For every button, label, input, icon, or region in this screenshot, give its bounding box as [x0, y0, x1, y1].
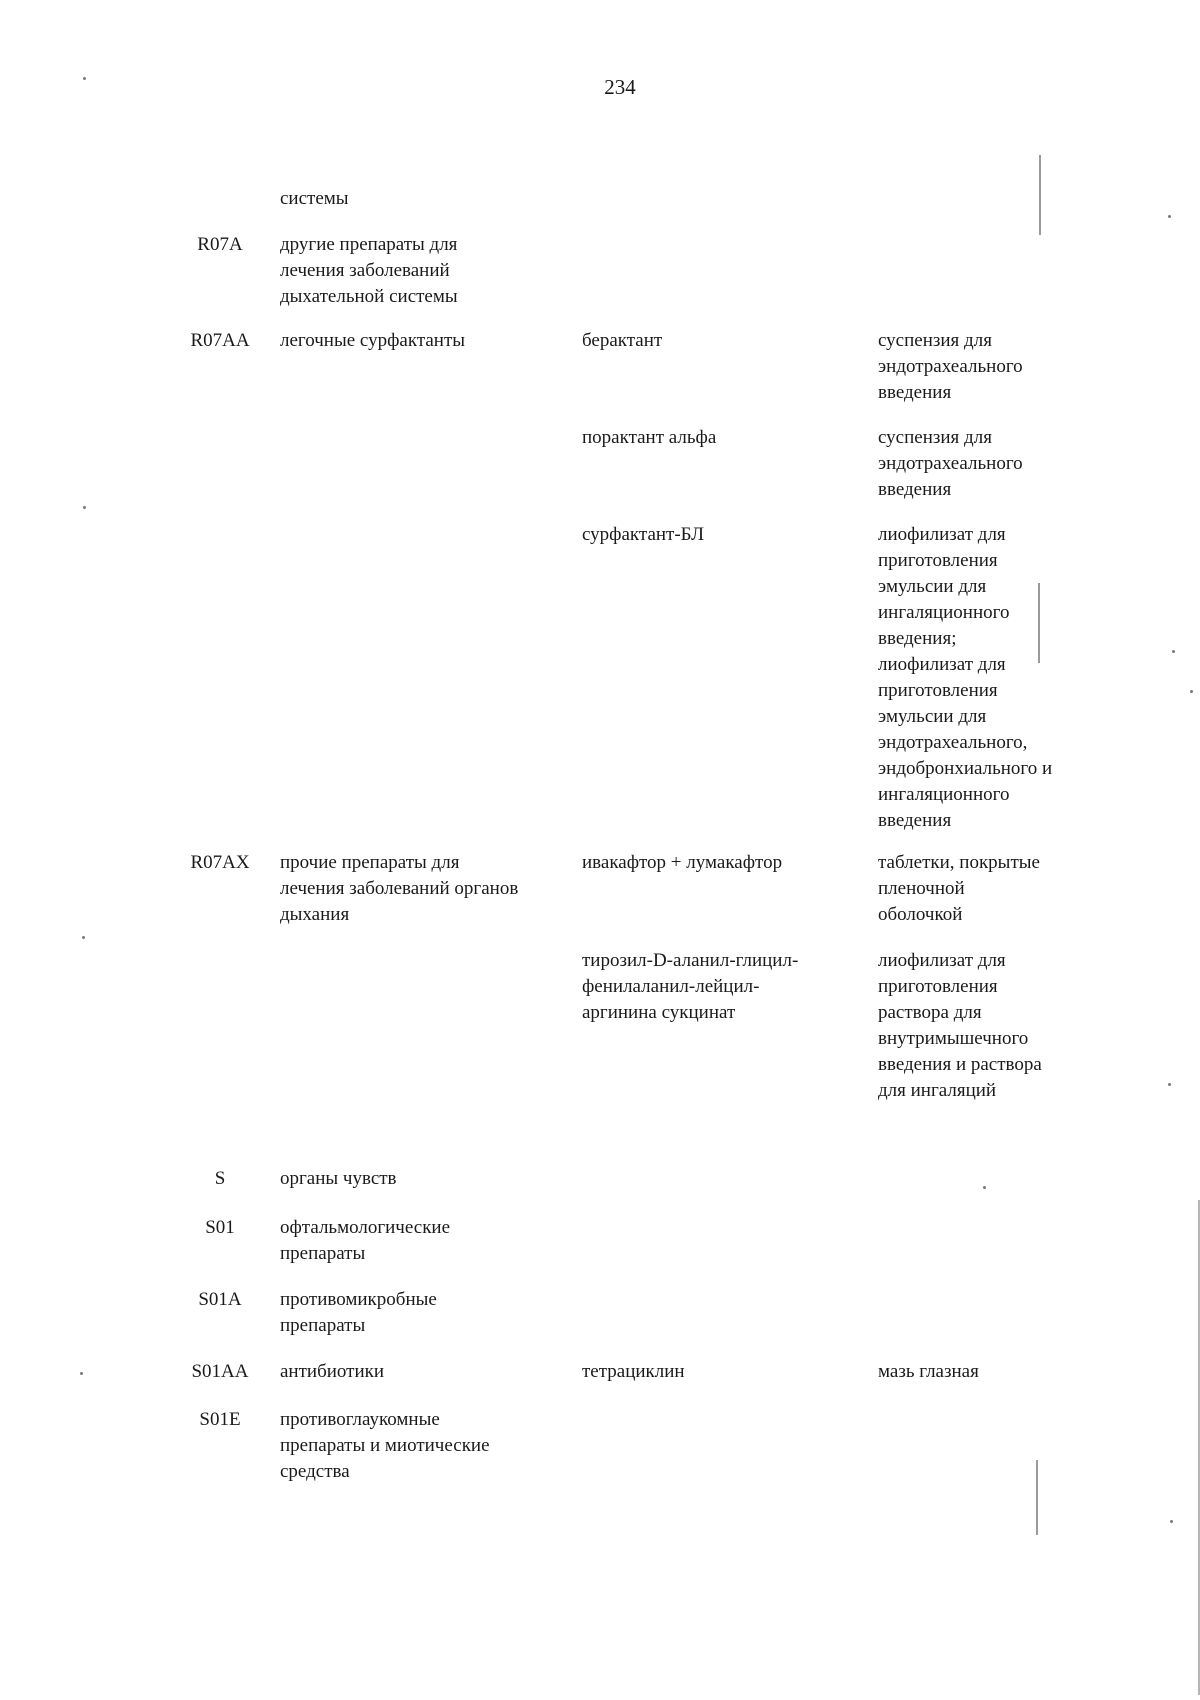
row-description: противоглаукомные препараты и миотические средства [280, 1409, 490, 1482]
row-description: прочие препараты для лечения заболеваний органов дыхания [280, 852, 519, 925]
row-description: противомикробные препараты [280, 1289, 437, 1336]
row-drug: порактант альфа [582, 427, 717, 448]
scan-artifact [80, 1372, 83, 1375]
row-description: системы [280, 188, 349, 209]
row-dosage-form: суспензия для эндотрахеального введения [878, 330, 1023, 403]
row-drug: ивакафтор + лумакафтор [582, 852, 783, 873]
scan-artifact [82, 936, 85, 939]
row-drug: берактант [582, 330, 663, 351]
scan-artifact [1190, 690, 1193, 693]
scan-artifact [1172, 650, 1175, 653]
scan-artifact [983, 1186, 986, 1189]
scan-artifact [83, 77, 86, 80]
row-code: S [214, 1168, 226, 1189]
scan-artifact [1170, 1520, 1173, 1523]
row-dosage-form: лиофилизат для приготовления эмульсии для ингаляционного введения; лиофилизат для приготовления эмульсии для эндотрахеального, эндобронхиального и ингаляционного введения [878, 524, 1053, 831]
row-code: S01 [205, 1217, 235, 1238]
scan-artifact [1168, 215, 1171, 218]
row-dosage-form: суспензия для эндотрахеального введения [878, 427, 1023, 500]
row-description: другие препараты для лечения заболеваний дыхательной системы [280, 234, 458, 307]
scan-artifact [1036, 1460, 1038, 1535]
scan-artifact [83, 506, 86, 509]
row-description: легочные сурфактанты [280, 330, 466, 351]
row-dosage-form: таблетки, покрытые пленочной оболочкой [878, 852, 1040, 925]
scan-artifact [1168, 1083, 1171, 1086]
row-description: офтальмологические препараты [280, 1217, 451, 1264]
row-description: органы чувств [280, 1168, 397, 1189]
row-drug: сурфактант-БЛ [582, 524, 704, 545]
row-drug: тетрациклин [582, 1361, 685, 1382]
row-dosage-form: мазь глазная [878, 1361, 979, 1382]
scan-artifact [1038, 583, 1040, 663]
row-code: S01A [198, 1289, 242, 1310]
row-dosage-form: лиофилизат для приготовления раствора для внутримышечного введения и раствора для ингаляций [878, 950, 1042, 1101]
scan-artifact [1039, 155, 1041, 235]
row-code: S01E [199, 1409, 241, 1430]
page-number: 234 [604, 75, 636, 99]
row-code: R07A [197, 234, 243, 255]
row-description: антибиотики [280, 1361, 385, 1382]
row-code: R07AX [190, 852, 250, 873]
row-code: R07AA [190, 330, 250, 351]
row-drug: тирозил-D-аланил-глицил- фенилаланил-лейцил- аргинина сукцинат [582, 950, 799, 1023]
row-code: S01AA [191, 1361, 249, 1382]
